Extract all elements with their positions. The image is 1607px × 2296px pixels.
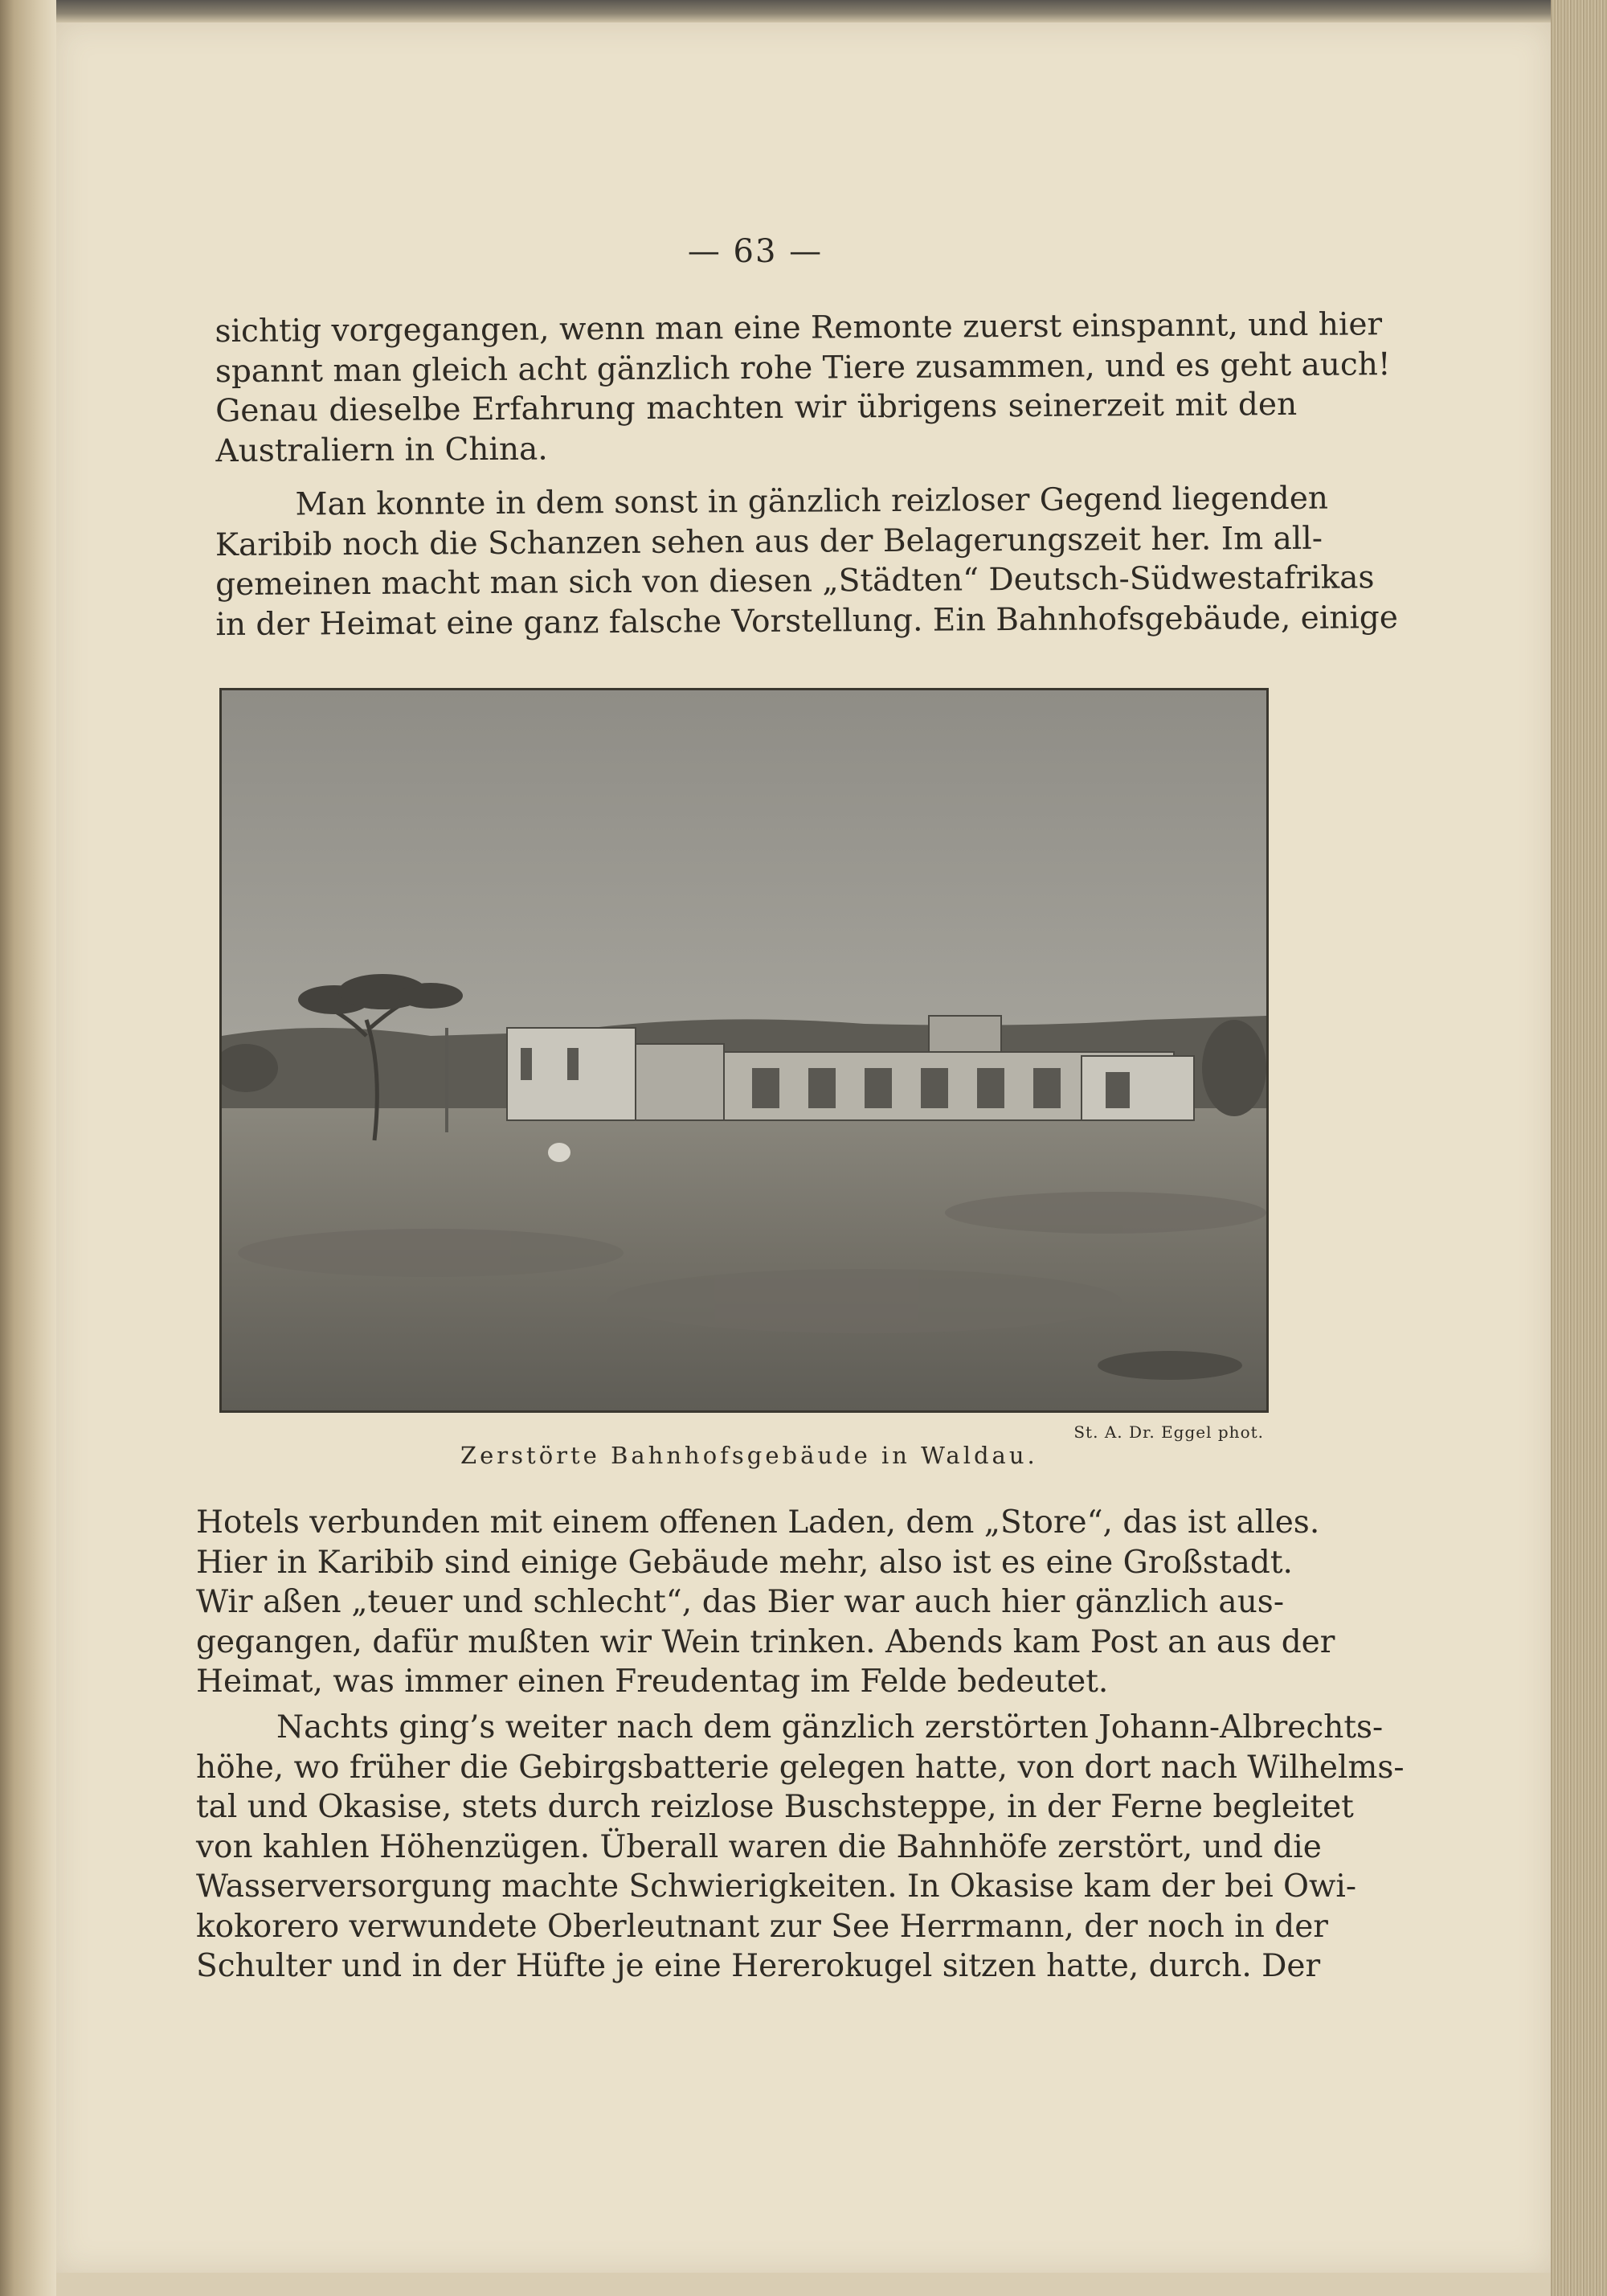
book-top-edge [0,0,1607,23]
text-line: Australiern in China. [215,431,548,469]
text-line: höhe, wo früher die Gebirgsbatterie gelegen hatte, von dort nach Wilhelms- [196,1749,1405,1786]
text-line: Hier in Karibib sind einige Gebäude mehr, also ist es eine Großstadt. [196,1544,1293,1581]
text-line: Wir aßen „teuer und schlecht“, das Bier war auch hier gänzlich aus- [196,1584,1284,1620]
text-line: Nachts ging’s weiter nach dem gänzlich zerstörten Johann-Albrechts- [276,1709,1384,1746]
paragraph-1 [215,305,1391,471]
text-line: Genau dieselbe Erfahrung machten wir übrigens seinerzeit mit den [215,386,1298,430]
text-line: von kahlen Höhenzügen. Überall waren die Bahnhöfe zerstört, und die [196,1828,1322,1865]
text-line: Wasserversorgung machte Schwierigkeiten. In Okasise kam der bei Owi- [196,1868,1357,1905]
text-line: Schulter und in der Hüfte je eine Hererokugel sitzen hatte, durch. Der [196,1948,1321,1984]
paragraph-4 [196,1708,1405,1987]
text-line: sichtig vorgegangen, wenn man eine Remonte zuerst einspannt, und hier [215,306,1383,350]
text-line: tal und Okasise, stets durch reizlose Buschsteppe, in der Ferne begleitet [196,1789,1354,1825]
text-line: gegangen, dafür mußten wir Wein trinken. Abends kam Post an aus der [196,1623,1335,1660]
text-line: Hotels verbunden mit einem offenen Laden, dem „Store“, das ist alles. [196,1504,1320,1541]
paragraph-3 [196,1503,1335,1702]
photo-credit: St. A. Dr. Eggel phot. [1073,1422,1264,1442]
text-line: in der Heimat eine ganz falsche Vorstellung. Ein Bahnhofsgebäude, einige [215,599,1399,643]
figure-caption: Zerstörte Bahnhofsgebäude in Waldau. [460,1442,1038,1469]
text-line: Karibib noch die Schanzen sehen aus der Belagerungszeit her. Im all- [215,520,1323,563]
page-number: — 63 — [687,233,824,270]
text-line: gemeinen macht man sich von diesen „Städten“ Deutsch-Südwestafrikas [215,559,1375,604]
photograph-destroyed-station [219,688,1269,1413]
text-line: Man konnte in dem sonst in gänzlich reizloser Gegend liegenden [295,480,1329,523]
photo-illustration [222,690,1266,1410]
text-line: Heimat, was immer einen Freudentag im Felde bedeutet. [196,1664,1109,1700]
text-line: kokorero verwundete Oberleutnant zur See Herrmann, der noch in der [196,1908,1328,1945]
text-line: spannt man gleich acht gänzlich rohe Tiere zusammen, und es geht auch! [215,346,1391,390]
page-stack-edge [1551,0,1607,2296]
paragraph-2 [215,479,1399,645]
book-spine-edge [0,0,56,2296]
